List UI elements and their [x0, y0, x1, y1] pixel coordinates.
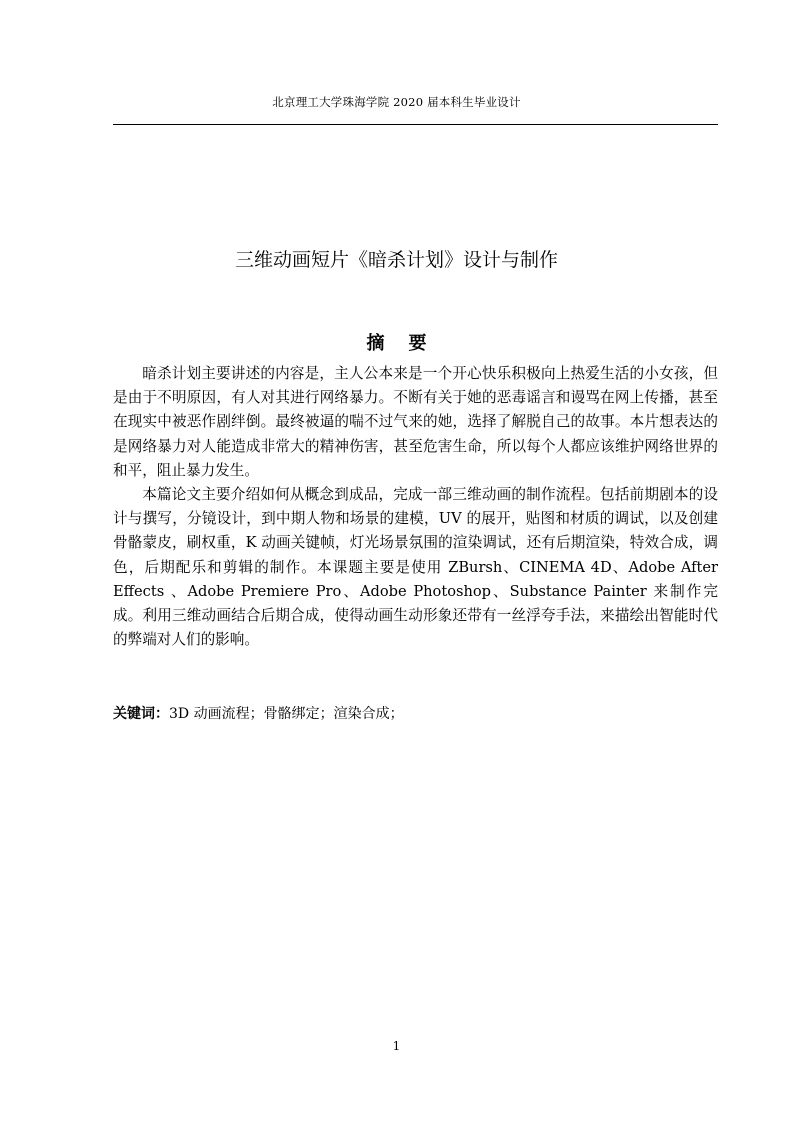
- keywords-value: 3D 动画流程；骨骼绑定；渲染合成；: [169, 706, 404, 722]
- abstract-heading-char-2: 要: [408, 333, 427, 354]
- abstract-paragraph-1: 暗杀计划主要讲述的内容是，主人公本来是一个开心快乐积极向上热爱生活的小女孩，但是由于不明原因，有人对其进行网络暴力。不断有关于她的恶毒谣言和谩骂在网上传播，甚至在现实中被恶作剧绊倒。最终被逼的喘不过气来的她，选择了解脱自己的故事。本片想表达的是网络暴力对人能造成非常大的精神伤害，甚至危害生命，所以每个人都应该维护网络世界的和平，阻止暴力发生。: [113, 365, 718, 479]
- page-number: 1: [392, 1039, 401, 1053]
- header-divider: [113, 124, 718, 125]
- abstract-heading-char-1: 摘: [366, 333, 385, 354]
- page-header: 北京理工大学珠海学院 2020 届本科生毕业设计: [272, 95, 521, 109]
- paper-title: 三维动画短片《暗杀计划》设计与制作: [234, 249, 558, 271]
- keywords-label: 关键词：: [113, 706, 169, 722]
- keywords-line: [113, 703, 718, 723]
- abstract-paragraph-2: 本篇论文主要介绍如何从概念到成品，完成一部三维动画的制作流程。包括前期剧本的设计与撰写，分镜设计，到中期人物和场景的建模，UV 的展开，贴图和材质的调试，以及创建骨骼蒙皮，刷权重，K 动画关键帧，灯光场景氛围的渲染调试，还有后期渲染，特效合成，调色，后期配乐和剪辑的制作。本课题主要是使用 ZBursh、CINEMA 4D、Adobe After Effects 、Adobe Premiere Pro、Adobe Photoshop、Substance Painter 来制作完成。利用三维动画结合后期合成，使得动画生动形象还带有一丝浮夸手法，来描绘出智能时代的弊端对人们的影响。: [113, 486, 718, 649]
- abstract-heading: [0, 329, 793, 355]
- abstract-body: [113, 362, 718, 652]
